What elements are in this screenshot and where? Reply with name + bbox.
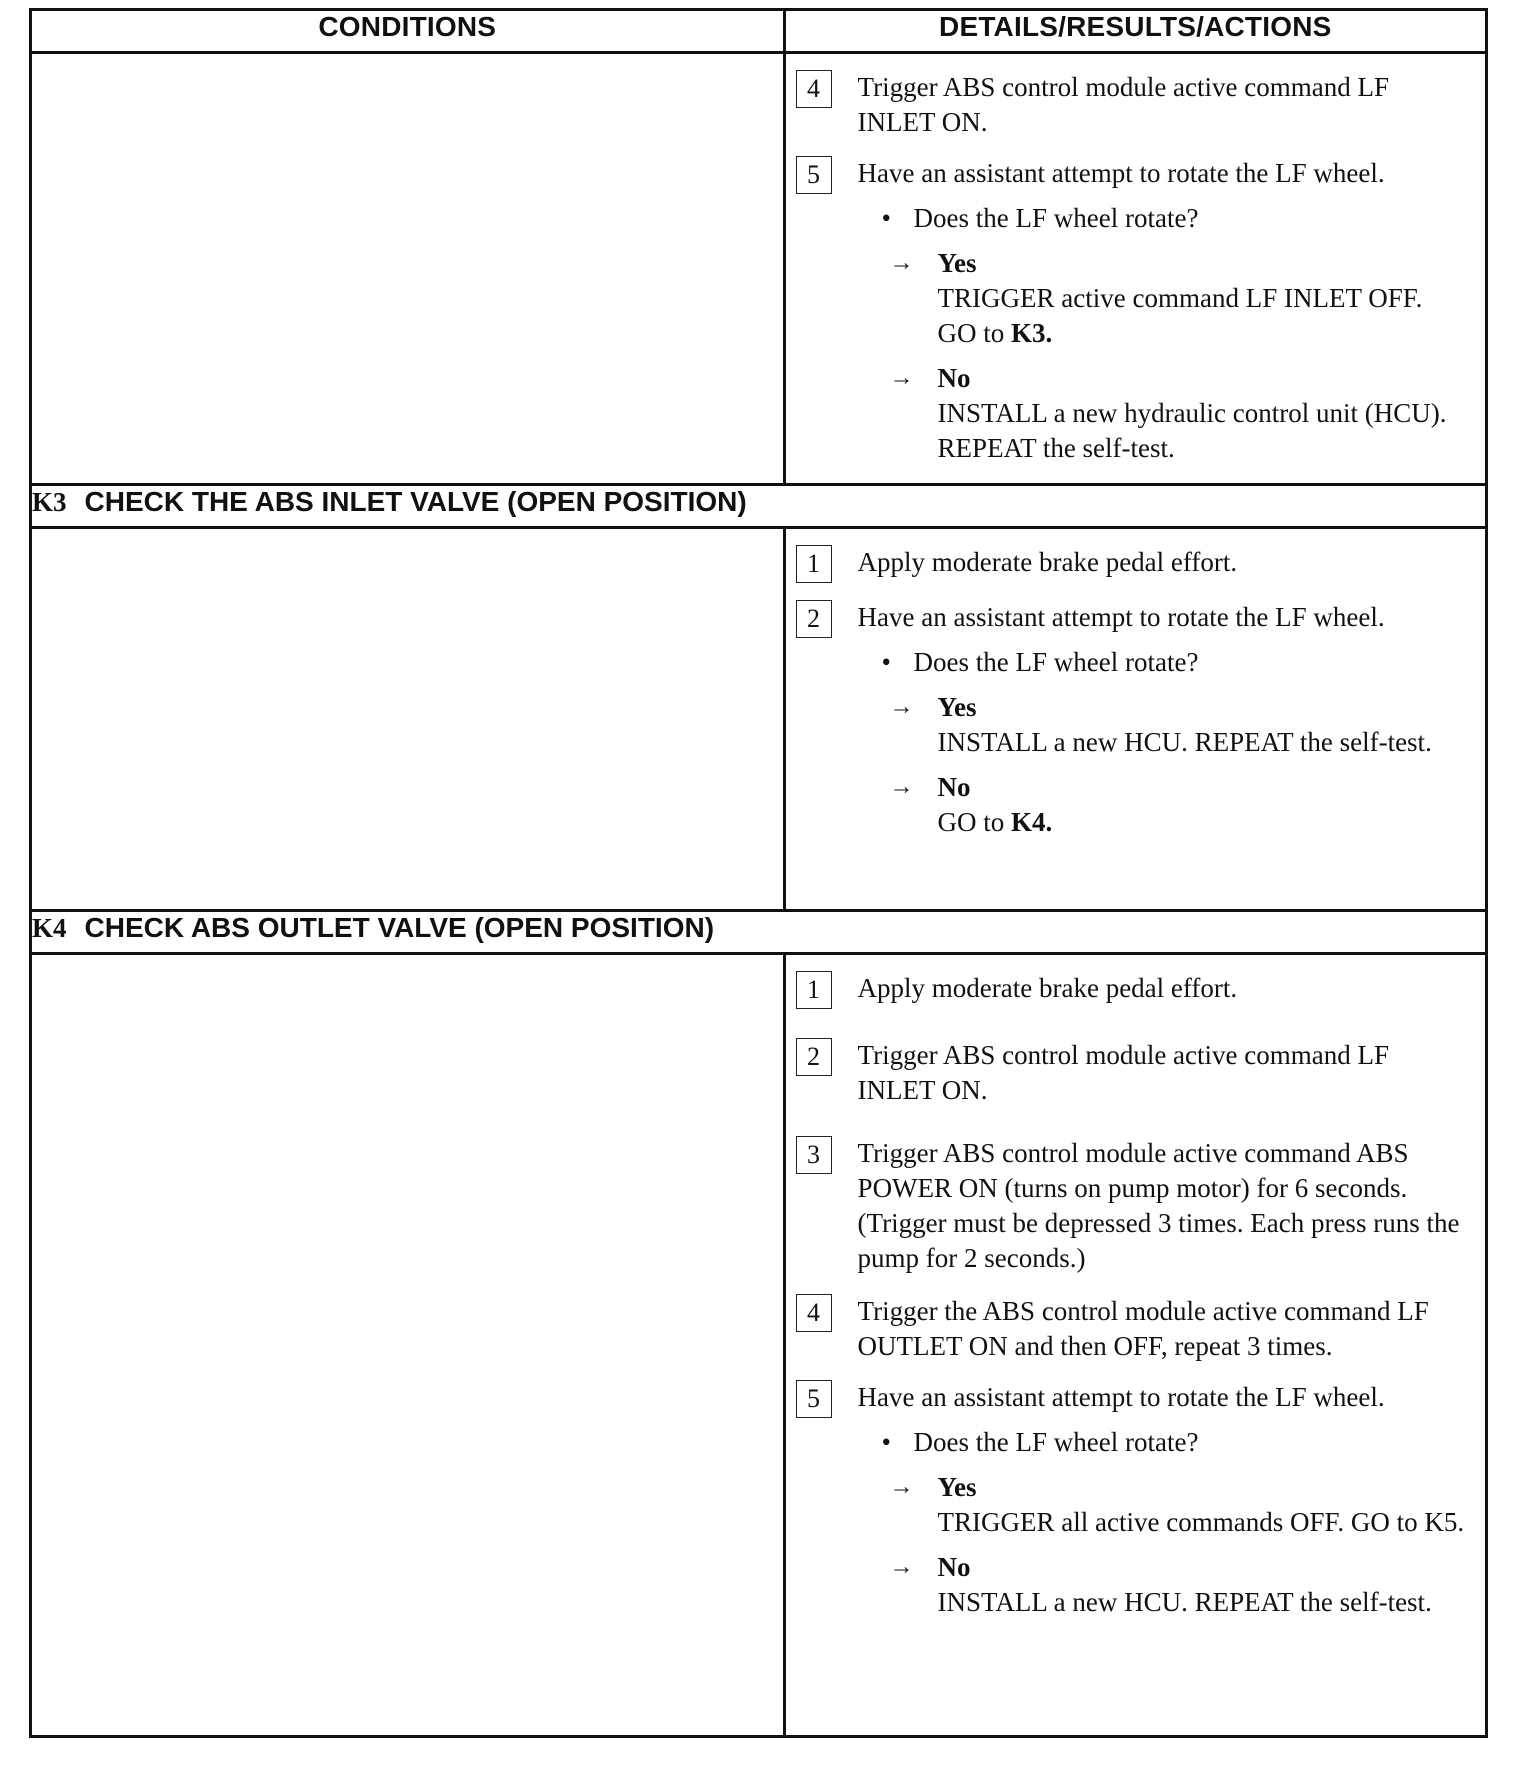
question-item	[786, 645, 1485, 680]
no-label: No	[937, 1552, 971, 1582]
table-row	[31, 53, 1487, 485]
conditions-header: CONDITIONS	[31, 10, 785, 53]
question-text: Does the LF wheel rotate?	[913, 203, 1199, 233]
arrow-right-icon: →	[889, 1554, 914, 1580]
section-code: K3	[32, 487, 67, 517]
yes-text: TRIGGER all active commands OFF. GO to K5.	[937, 1507, 1465, 1537]
step-item	[786, 600, 1485, 635]
details-cell	[784, 954, 1486, 1737]
yes-branch	[786, 690, 1485, 760]
yes-branch	[786, 246, 1485, 351]
section-title: CHECK THE ABS INLET VALVE (OPEN POSITION)	[84, 486, 747, 517]
table-row	[31, 954, 1487, 1737]
diagnostic-table-page	[29, 8, 1488, 1738]
question-item	[786, 1425, 1485, 1460]
no-text: INSTALL a new HCU. REPEAT the self-test.	[937, 1587, 1432, 1617]
section-code: K4	[32, 913, 67, 943]
section-title: CHECK ABS OUTLET VALVE (OPEN POSITION)	[84, 912, 715, 943]
no-branch	[786, 770, 1485, 840]
yes-text: INSTALL a new HCU. REPEAT the self-test.	[937, 727, 1432, 757]
yes-label: Yes	[937, 692, 977, 722]
step-number: 2	[796, 600, 832, 638]
conditions-cell	[31, 954, 785, 1737]
step-text: Have an assistant attempt to rotate the LF wheel.	[857, 602, 1385, 632]
step-text: Trigger ABS control module active command LF INLET ON.	[857, 1040, 1389, 1105]
no-text: INSTALL a new hydraulic control unit (HCU). REPEAT the self-test.	[937, 398, 1447, 463]
diagnostic-table	[29, 8, 1488, 1738]
yes-label: Yes	[937, 248, 977, 278]
step-number: 5	[796, 1380, 832, 1418]
step-number: 4	[796, 1294, 832, 1332]
yes-target: K3.	[1011, 318, 1053, 348]
no-label: No	[937, 363, 971, 393]
no-text: GO to	[937, 807, 1012, 837]
arrow-right-icon: →	[889, 694, 914, 720]
step-number: 1	[796, 971, 832, 1009]
step-number: 5	[796, 156, 832, 194]
step-item	[786, 1038, 1485, 1108]
yes-branch	[786, 1470, 1485, 1540]
step-item	[786, 971, 1485, 1006]
question-text: Does the LF wheel rotate?	[913, 1427, 1199, 1457]
step-item	[786, 1136, 1485, 1276]
arrow-right-icon: →	[889, 1474, 914, 1500]
conditions-cell	[31, 528, 785, 911]
step-item	[786, 1380, 1485, 1415]
section-row-k4	[31, 911, 1487, 954]
step-item	[786, 545, 1485, 580]
no-label: No	[937, 772, 971, 802]
yes-text: TRIGGER active command LF INLET OFF. GO to	[937, 283, 1423, 348]
step-text: Have an assistant attempt to rotate the LF wheel.	[857, 1382, 1385, 1412]
arrow-right-icon: →	[889, 774, 914, 800]
step-text: Trigger ABS control module active command LF INLET ON.	[857, 72, 1389, 137]
bullet-icon: •	[881, 647, 891, 677]
no-target: K4.	[1011, 807, 1053, 837]
step-item	[786, 156, 1485, 191]
step-number: 3	[796, 1136, 832, 1174]
section-row-k3	[31, 485, 1487, 528]
step-item	[786, 1294, 1485, 1364]
step-text: Apply moderate brake pedal effort.	[857, 973, 1238, 1003]
details-cell	[784, 528, 1486, 911]
table-row	[31, 528, 1487, 911]
question-item	[786, 201, 1485, 236]
details-cell	[784, 53, 1486, 485]
no-branch	[786, 361, 1485, 466]
step-text: Have an assistant attempt to rotate the LF wheel.	[857, 158, 1385, 188]
arrow-right-icon: →	[889, 250, 914, 276]
yes-label: Yes	[937, 1472, 977, 1502]
bullet-icon: •	[881, 203, 891, 233]
bullet-icon: •	[881, 1427, 891, 1457]
step-text: Trigger ABS control module active command ABS POWER ON (turns on pump motor) for 6 seconds. (Trigger must be depressed 3 times. Each press runs the pump for 2 seconds.)	[857, 1138, 1460, 1273]
arrow-right-icon: →	[889, 365, 914, 391]
details-header: DETAILS/RESULTS/ACTIONS	[784, 10, 1486, 53]
step-number: 4	[796, 70, 832, 108]
step-text: Trigger the ABS control module active command LF OUTLET ON and then OFF, repeat 3 times.	[857, 1296, 1429, 1361]
no-branch	[786, 1550, 1485, 1620]
conditions-cell	[31, 53, 785, 485]
question-text: Does the LF wheel rotate?	[913, 647, 1199, 677]
table-header-row	[31, 10, 1487, 53]
step-number: 2	[796, 1038, 832, 1076]
step-text: Apply moderate brake pedal effort.	[857, 547, 1238, 577]
step-number: 1	[796, 545, 832, 583]
step-item	[786, 70, 1485, 140]
